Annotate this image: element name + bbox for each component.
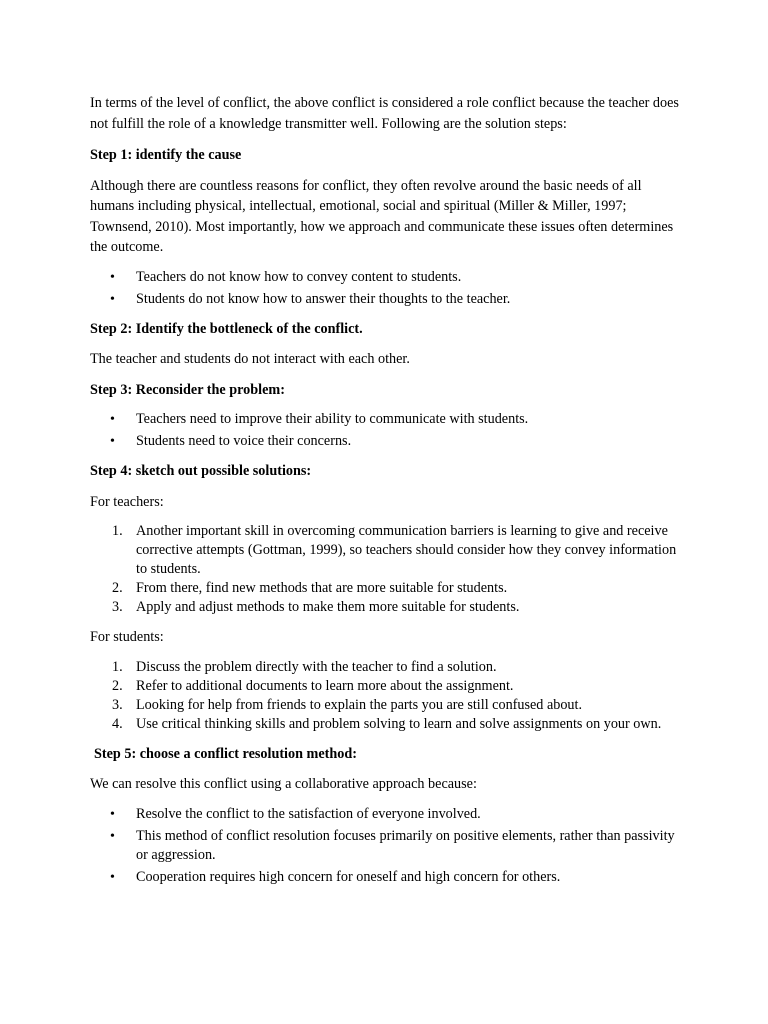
list-item [90,598,686,617]
list-item [90,677,686,696]
step3-heading: Step 3: Reconsider the problem: [90,381,285,398]
list-item: • Students do not know how to answer their thoughts to the teacher. [90,290,686,309]
list-number: 4. [112,715,123,732]
list-item: • Cooperation requires high concern for oneself and high concern for others. [90,868,686,887]
step1-paragraph: Although there are countless reasons for conflict, they often revolve around the basic needs of all humans including physical, intellectual, emotional, social and spiritual (Miller & Miller, 1997; Townsend, 2010). Most importantly, how we approach and communicate these issues often determines the outcome. [90,177,674,255]
list-item: • Resolve the conflict to the satisfaction of everyone involved. [90,805,686,824]
step5-heading: Step 5: choose a conflict resolution method: [94,745,357,762]
teachers-label: For teachers: [90,493,164,510]
students-numbered-list [90,658,686,734]
list-item [90,658,686,677]
list-item [90,522,686,579]
list-item-text: Looking for help from friends to explain the parts you are still confused about. [136,696,583,713]
students-label: For students: [90,629,164,645]
list-item: • Students need to voice their concerns. [90,432,686,451]
list-number: 3. [112,599,123,615]
document-body [90,93,686,897]
list-number: 1. [112,523,123,539]
step3-bullet-list [90,410,686,451]
step5-paragraph: We can resolve this conflict using a collaborative approach because: [90,776,477,792]
list-number: 2. [112,677,123,694]
list-item-text: From there, find new methods that are more suitable for students. [136,580,508,596]
list-item-text: Discuss the problem directly with the teacher to find a solution. [136,658,497,675]
step1-heading: Step 1: identify the cause [90,147,242,163]
list-item: • This method of conflict resolution focuses primarily on positive elements, rather than passivity or aggression. [90,827,686,865]
list-item [90,715,686,734]
list-item [90,696,686,715]
list-item-text: Another important skill in overcoming communication barriers is learning to give and receive corrective attempts (Gottman, 1999), so teachers should consider how they convey information to students. [136,523,677,577]
step2-heading: Step 2: Identify the bottleneck of the conflict. [90,320,363,337]
list-item: • Teachers need to improve their ability to communicate with students. [90,410,686,429]
step4-heading: Step 4: sketch out possible solutions: [90,463,312,479]
list-number: 1. [112,658,123,675]
step5-bullet-list [90,805,686,887]
teachers-numbered-list [90,522,686,617]
list-item-text: Refer to additional documents to learn more about the assignment. [136,677,514,694]
step1-bullet-list [90,268,686,309]
list-number: 3. [112,696,123,713]
list-number: 2. [112,580,123,596]
list-item-text: Use critical thinking skills and problem solving to learn and solve assignments on your own. [136,715,662,732]
list-item [90,579,686,598]
intro-paragraph: In terms of the level of conflict, the above conflict is considered a role conflict because the teacher does not fulfill the role of a knowledge transmitter well. Following are the solution steps: [90,95,679,132]
step2-paragraph: The teacher and students do not interact with each other. [90,351,410,367]
list-item-text: Apply and adjust methods to make them more suitable for students. [136,599,520,615]
list-item: • Teachers do not know how to convey content to students. [90,268,686,287]
